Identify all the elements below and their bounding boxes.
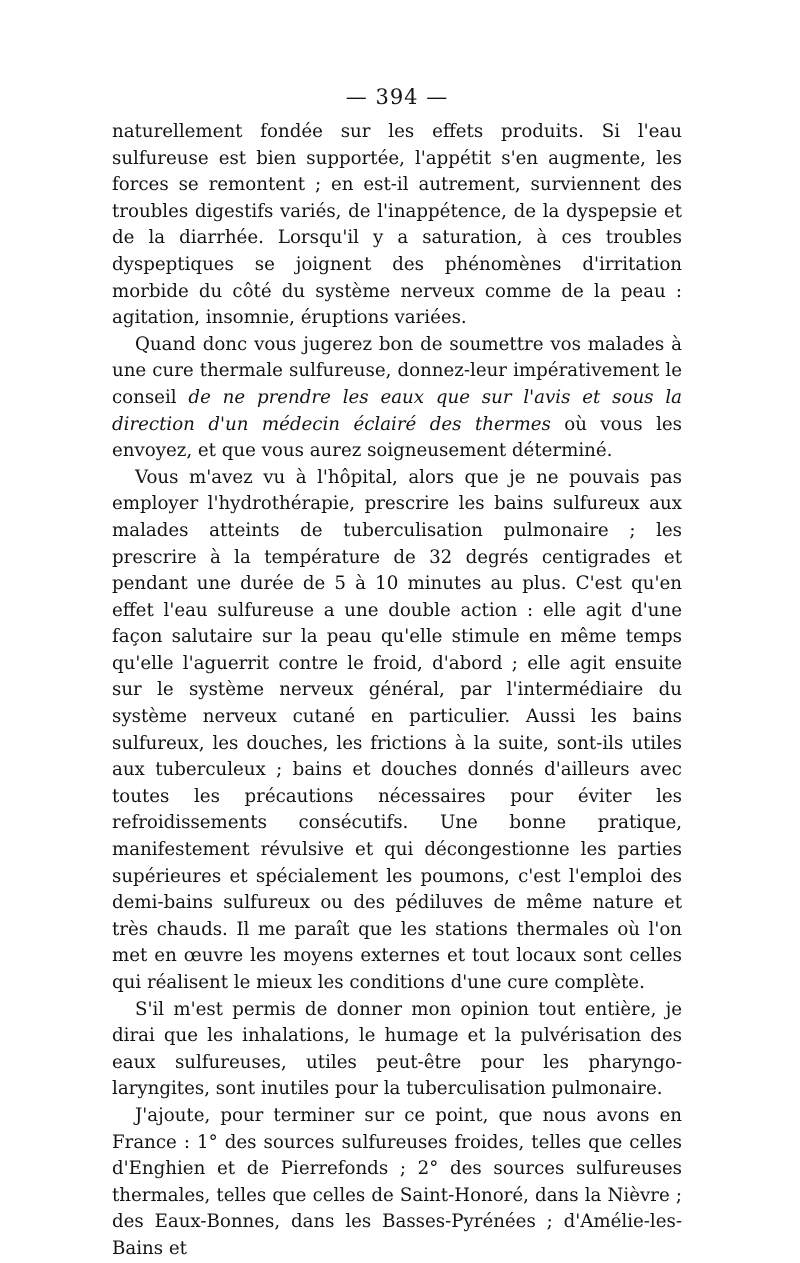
paragraph-2	[112, 332, 682, 465]
paragraph-3: Vous m'avez vu à l'hôpital, alors que je ne pouvais pas employer l'hydrothérapie, prescrire les bains sulfureux aux malades atteints de tuberculisation pulmonaire ; les prescrire à la température de 32 degrés centigrades et pendant une durée de 5 à 10 minutes au plus. C'est qu'en effet l'eau sulfureuse a une double action : elle agit d'une façon salutaire sur la peau qu'elle stimule en même temps qu'elle l'aguerrit contre le froid, d'abord ; elle agit ensuite sur le système nerveux général, par l'intermédiaire du système nerveux cutané en particulier. Aussi les bains sulfureux, les douches, les frictions à la suite, sont-ils utiles aux tuberculeux ; bains et douches donnés d'ailleurs avec toutes les précautions nécessaires pour éviter les refroidissements consécutifs. Une bonne pratique, manifestement révulsive et qui décongestionne les parties supérieures et spécialement les poumons, c'est l'emploi des demi-bains sulfureux ou des pédiluves de même nature et très chauds. Il me paraît que les stations thermales où l'on met en œuvre les moyens externes et tout locaux sont celles qui réalisent le mieux les conditions d'une cure complète.	[112, 466, 682, 993]
paragraph-4: S'il m'est permis de donner mon opinion tout entière, je dirai que les inhalations, le humage et la pulvérisation des eaux sulfureuses, utiles peut-être pour les pharyngo-laryngites, sont inutiles pour la tuberculisation pulmonaire.	[112, 998, 682, 1100]
paragraph-2-text-after: où vous les envoyez, et que vous aurez soigneusement déterminé.	[112, 413, 682, 462]
book-page	[112, 84, 682, 1263]
paragraph-2-text-before: Quand donc vous jugerez bon de soumettre vos malades à une cure thermale sulfureuse, donnez-leur impérativement le conseil	[112, 333, 682, 408]
paragraph-2-italic-advice: de ne prendre les eaux que sur l'avis et sous la direction d'un médecin éclairé des thermes	[112, 386, 682, 435]
paragraph-5: J'ajoute, pour terminer sur ce point, que nous avons en France : 1° des sources sulfureuses froides, telles que celles d'Enghien et de Pierrefonds ; 2° des sources sulfureuses thermales, telles que celles de Saint-Honoré, dans la Nièvre ; des Eaux-Bonnes, dans les Basses-Pyrénées ; d'Amélie-les-Bains et	[112, 1104, 682, 1259]
page-number: — 394 —	[345, 85, 449, 109]
paragraph-1: naturellement fondée sur les effets produits. Si l'eau sulfureuse est bien supportée, l'appétit s'en augmente, les forces se remontent ; en est-il autrement, surviennent des troubles digestifs variés, de l'inappétence, de la dyspepsie et de la diarrhée. Lorsqu'il y a saturation, à ces troubles dyspeptiques se joignent des phénomènes d'irritation morbide du côté du système nerveux comme de la peau : agitation, insomnie, éruptions variées.	[112, 121, 682, 329]
